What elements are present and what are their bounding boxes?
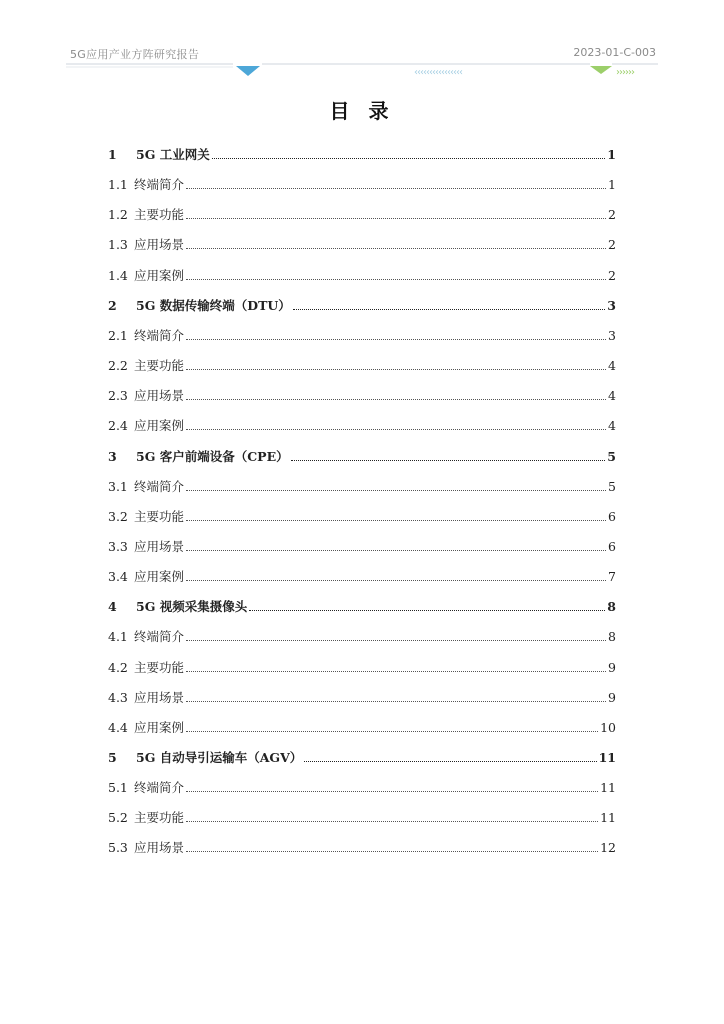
toc-entry-label: 主要功能	[134, 358, 185, 374]
toc-leader-dots	[186, 368, 606, 370]
toc-leader-dots	[186, 398, 606, 400]
toc-section-entry[interactable]	[108, 808, 616, 828]
toc-page-number: 2	[608, 207, 616, 223]
toc-section-entry[interactable]	[108, 778, 616, 798]
toc-leader-dots	[186, 549, 606, 551]
toc-entry-number: 1.4	[108, 267, 128, 283]
toc-entry-label: 应用场景	[134, 388, 185, 404]
green-chevron-pattern: ››››››	[616, 67, 634, 78]
toc-entry-label: 主要功能	[134, 207, 185, 223]
toc-entry-number: 2.2	[108, 358, 128, 374]
toc-entry-number: 1.2	[108, 207, 128, 223]
toc-entry-label: 5G 客户前端设备（CPE）	[136, 448, 289, 464]
toc-entry-label: 应用场景	[134, 538, 185, 554]
toc-page-number: 4	[608, 418, 616, 434]
toc-page-number: 5	[607, 448, 616, 464]
toc-section-entry[interactable]	[108, 356, 616, 376]
toc-page-number: 2	[608, 237, 616, 253]
toc-page-number: 12	[600, 840, 616, 856]
toc-entry-label: 应用场景	[134, 689, 185, 705]
toc-leader-dots	[186, 670, 606, 672]
toc-leader-dots	[186, 338, 606, 340]
toc-entry-number: 5.1	[108, 780, 128, 796]
toc-section-entry[interactable]	[108, 718, 616, 738]
toc-entry-number: 3.3	[108, 538, 128, 554]
toc-entry-number: 4.4	[108, 719, 128, 735]
toc-leader-dots	[291, 459, 606, 461]
toc-entry-label: 终端简介	[134, 780, 185, 796]
toc-leader-dots	[186, 850, 598, 852]
toc-leader-dots	[186, 519, 606, 521]
toc-entry-number: 5.3	[108, 840, 128, 856]
toc-leader-dots	[249, 609, 605, 611]
toc-section-entry[interactable]	[108, 477, 616, 497]
toc-leader-dots	[186, 730, 598, 732]
toc-page-number: 5	[608, 478, 616, 494]
toc-leader-dots	[186, 187, 606, 189]
toc-entry-label: 主要功能	[134, 659, 185, 675]
toc-entry-label: 应用场景	[134, 237, 185, 253]
toc-leader-dots	[186, 579, 606, 581]
toc-section-entry[interactable]	[108, 266, 616, 286]
toc-entry-label: 应用案例	[134, 418, 185, 434]
toc-page-number: 8	[608, 629, 616, 645]
toc-entry-number: 3.1	[108, 478, 128, 494]
toc-entry-number: 3	[108, 448, 117, 464]
toc-page-number: 8	[607, 599, 616, 615]
toc-chapter-entry[interactable]	[108, 296, 616, 316]
toc-leader-dots	[186, 278, 606, 280]
toc-entry-number: 3.4	[108, 569, 128, 585]
toc-section-entry[interactable]	[108, 567, 616, 587]
toc-leader-dots	[304, 760, 596, 762]
toc-leader-dots	[186, 428, 606, 430]
toc-leader-dots	[186, 217, 606, 219]
toc-page-number: 9	[608, 689, 616, 705]
toc-page-number: 6	[608, 538, 616, 554]
toc-entry-label: 终端简介	[134, 177, 185, 193]
toc-leader-dots	[186, 247, 606, 249]
toc-entry-label: 应用案例	[134, 719, 185, 735]
toc-page-number: 3	[607, 297, 616, 313]
toc-leader-dots	[212, 157, 606, 159]
toc-section-entry[interactable]	[108, 627, 616, 647]
toc-entry-label: 5G 数据传输终端（DTU）	[136, 297, 291, 313]
header-triangle-green	[590, 66, 612, 74]
toc-section-entry[interactable]	[108, 326, 616, 346]
toc-entry-number: 5	[108, 750, 117, 765]
toc-entry-label: 应用案例	[134, 267, 185, 283]
toc-entry-number: 2.3	[108, 388, 128, 404]
toc-entry-label: 终端简介	[134, 478, 185, 494]
toc-chapter-entry[interactable]	[108, 145, 616, 165]
toc-entry-label: 终端简介	[134, 629, 185, 645]
report-series-title: 5G应用产业方阵研究报告	[70, 48, 200, 61]
toc-entry-number: 4	[108, 599, 117, 615]
toc-page-number: 3	[608, 327, 616, 343]
toc-page-number: 1	[608, 177, 616, 193]
toc-entry-label: 5G 工业网关	[136, 147, 210, 162]
toc-entry-number: 4.2	[108, 659, 128, 675]
toc-page-number: 11	[598, 750, 616, 765]
chevron-pattern: ‹‹‹‹‹‹‹‹‹‹‹‹‹‹‹‹	[414, 67, 462, 78]
toc-page-number: 11	[600, 810, 616, 826]
toc-page-number: 4	[608, 358, 616, 374]
toc-entry-number: 3.2	[108, 508, 128, 524]
toc-entry-number: 2.4	[108, 418, 128, 434]
toc-section-entry[interactable]	[108, 205, 616, 225]
toc-entry-label: 5G 自动导引运输车（AGV）	[136, 750, 303, 765]
toc-entry-number: 2	[108, 297, 117, 313]
toc-section-entry[interactable]	[108, 507, 616, 527]
toc-section-entry[interactable]	[108, 537, 616, 557]
toc-page-number: 4	[608, 388, 616, 404]
toc-page-number: 6	[608, 508, 616, 524]
toc-section-entry[interactable]	[108, 175, 616, 195]
toc-entry-label: 应用案例	[134, 569, 185, 585]
toc-section-entry[interactable]	[108, 658, 616, 678]
toc-entry-label: 应用场景	[134, 840, 185, 856]
toc-chapter-entry[interactable]	[108, 748, 616, 768]
toc-page-number: 11	[600, 780, 616, 796]
toc-leader-dots	[186, 489, 606, 491]
toc-entry-label: 终端简介	[134, 327, 185, 343]
toc-entry-number: 4.1	[108, 629, 128, 645]
header-triangle-blue	[236, 66, 260, 76]
toc-entry-number: 1.3	[108, 237, 128, 253]
toc-entry-number: 5.2	[108, 810, 128, 826]
toc-chapter-entry[interactable]	[108, 447, 616, 467]
toc-page-number: 7	[608, 569, 616, 585]
toc-section-entry[interactable]	[108, 688, 616, 708]
toc-section-entry[interactable]	[108, 416, 616, 436]
toc-leader-dots	[186, 639, 606, 641]
toc-entry-number: 2.1	[108, 327, 128, 343]
toc-entry-label: 主要功能	[134, 508, 185, 524]
toc-leader-dots	[186, 790, 598, 792]
toc-chapter-entry[interactable]	[108, 597, 616, 617]
toc-page-number: 1	[607, 147, 616, 162]
toc-entry-label: 5G 视频采集摄像头	[136, 599, 248, 615]
document-code: 2023-01-C-003	[573, 46, 656, 59]
toc-leader-dots	[186, 700, 606, 702]
toc-section-entry[interactable]	[108, 235, 616, 255]
toc-section-entry[interactable]	[108, 838, 616, 858]
toc-title: 目 录	[329, 99, 395, 123]
toc-section-entry[interactable]	[108, 386, 616, 406]
toc-entry-number: 1	[108, 147, 117, 162]
page-header	[0, 0, 724, 90]
toc-entry-label: 主要功能	[134, 810, 185, 826]
toc-leader-dots	[293, 308, 606, 310]
toc-page-number: 9	[608, 659, 616, 675]
toc-leader-dots	[186, 820, 598, 822]
toc-entry-number: 4.3	[108, 689, 128, 705]
toc-entry-number: 1.1	[108, 177, 128, 193]
toc-page-number: 2	[608, 267, 616, 283]
toc-page-number: 10	[600, 719, 616, 735]
